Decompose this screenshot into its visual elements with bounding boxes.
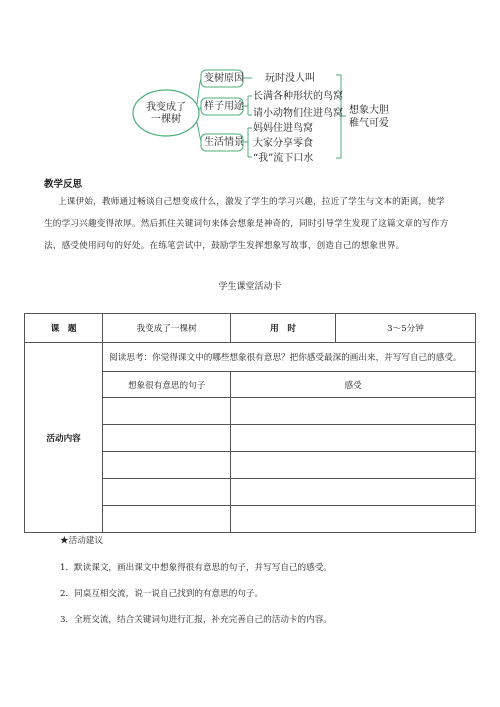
feeling-cell[interactable] bbox=[231, 479, 476, 506]
sentence-cell[interactable] bbox=[103, 398, 231, 425]
time-label: 用 时 bbox=[231, 314, 336, 343]
sentence-cell[interactable] bbox=[103, 479, 231, 506]
branch-2-brace bbox=[243, 96, 252, 115]
reflection-line: 法，感受使用问句的好处。在练笔尝试中，鼓励学生发挥想象写故事，创造自己的想象世界。 bbox=[44, 241, 405, 251]
card-title: 学生课堂活动卡 bbox=[218, 282, 282, 292]
feeling-cell[interactable] bbox=[231, 452, 476, 479]
reflection-heading: 教学反思 bbox=[44, 179, 83, 190]
branch-item: 大家分享零食 bbox=[253, 138, 313, 149]
topic-label: 课 题 bbox=[25, 314, 103, 343]
reflection-line: 上课伊始，教师通过畅谈自己想变成什么，激发了学生的学习兴趣，拉近了学生与文本的距离，使学 bbox=[58, 197, 445, 207]
center-title bbox=[140, 102, 192, 126]
activity-label: 活动内容 bbox=[25, 343, 103, 533]
feeling-cell[interactable] bbox=[231, 398, 476, 425]
branch-item: 请小动物们住进鸟窝 bbox=[253, 108, 343, 119]
summary-line: 稚气可爱 bbox=[349, 118, 389, 129]
branch-label-appearance: 样子用途 bbox=[204, 101, 244, 112]
suggestion-item: 1．默读课文，画出课文中想象得很有意思的句子，并写写自己的感受。 bbox=[60, 563, 332, 573]
sentence-cell[interactable] bbox=[103, 425, 231, 452]
feeling-cell[interactable] bbox=[231, 506, 476, 533]
connector-branch-3 bbox=[197, 122, 201, 141]
branch-item: 玩时没人叫 bbox=[265, 73, 315, 84]
reflection-line: 生的学习兴趣变得浓厚。然后抓住关键词句来体会想象是神奇的，同时引导学生发现了这篇文章的写作方 bbox=[44, 219, 449, 229]
branch-label-life: 生活情景 bbox=[204, 137, 244, 148]
sentence-cell[interactable] bbox=[103, 506, 231, 533]
topic-value: 我变成了一棵树 bbox=[103, 314, 231, 343]
activity-card-table bbox=[24, 313, 476, 533]
suggestions-heading: ★活动建议 bbox=[60, 536, 103, 546]
feeling-cell[interactable] bbox=[231, 425, 476, 452]
suggestion-item: 2．同桌互相交流，说一说自己找到的有意思的句子。 bbox=[60, 589, 264, 599]
connector-branch-1 bbox=[197, 79, 201, 104]
column-header-sentence: 想象很有意思的句子 bbox=[103, 372, 231, 398]
branch-item: 妈妈住进鸟窝 bbox=[253, 123, 313, 134]
sentence-cell[interactable] bbox=[103, 452, 231, 479]
branch-item: “我”流下口水 bbox=[253, 153, 314, 164]
suggestion-item: 3．全班交流，结合关键词句进行汇报，补充完善自己的活动卡的内容。 bbox=[60, 615, 332, 625]
reflection-paragraph bbox=[44, 191, 464, 257]
center-title-line-2: 一棵树 bbox=[151, 114, 181, 125]
summary-text bbox=[349, 104, 389, 130]
branch-label-reason: 变树原因 bbox=[204, 73, 244, 84]
time-value: 3～5分钟 bbox=[336, 314, 476, 343]
center-title-line-1: 我变成了 bbox=[146, 102, 186, 113]
column-header-feeling: 感受 bbox=[231, 372, 476, 398]
branch-item: 长满各种形状的鸟窝 bbox=[253, 91, 343, 102]
mind-map-lines bbox=[0, 0, 500, 175]
branch-3-brace bbox=[243, 128, 252, 157]
activity-prompt: 阅读思考：你觉得课文中的哪些想象很有意思？把你感受最深的画出来，并写写自己的感受。 bbox=[103, 343, 476, 372]
summary-line: 想象大胆 bbox=[349, 105, 389, 116]
